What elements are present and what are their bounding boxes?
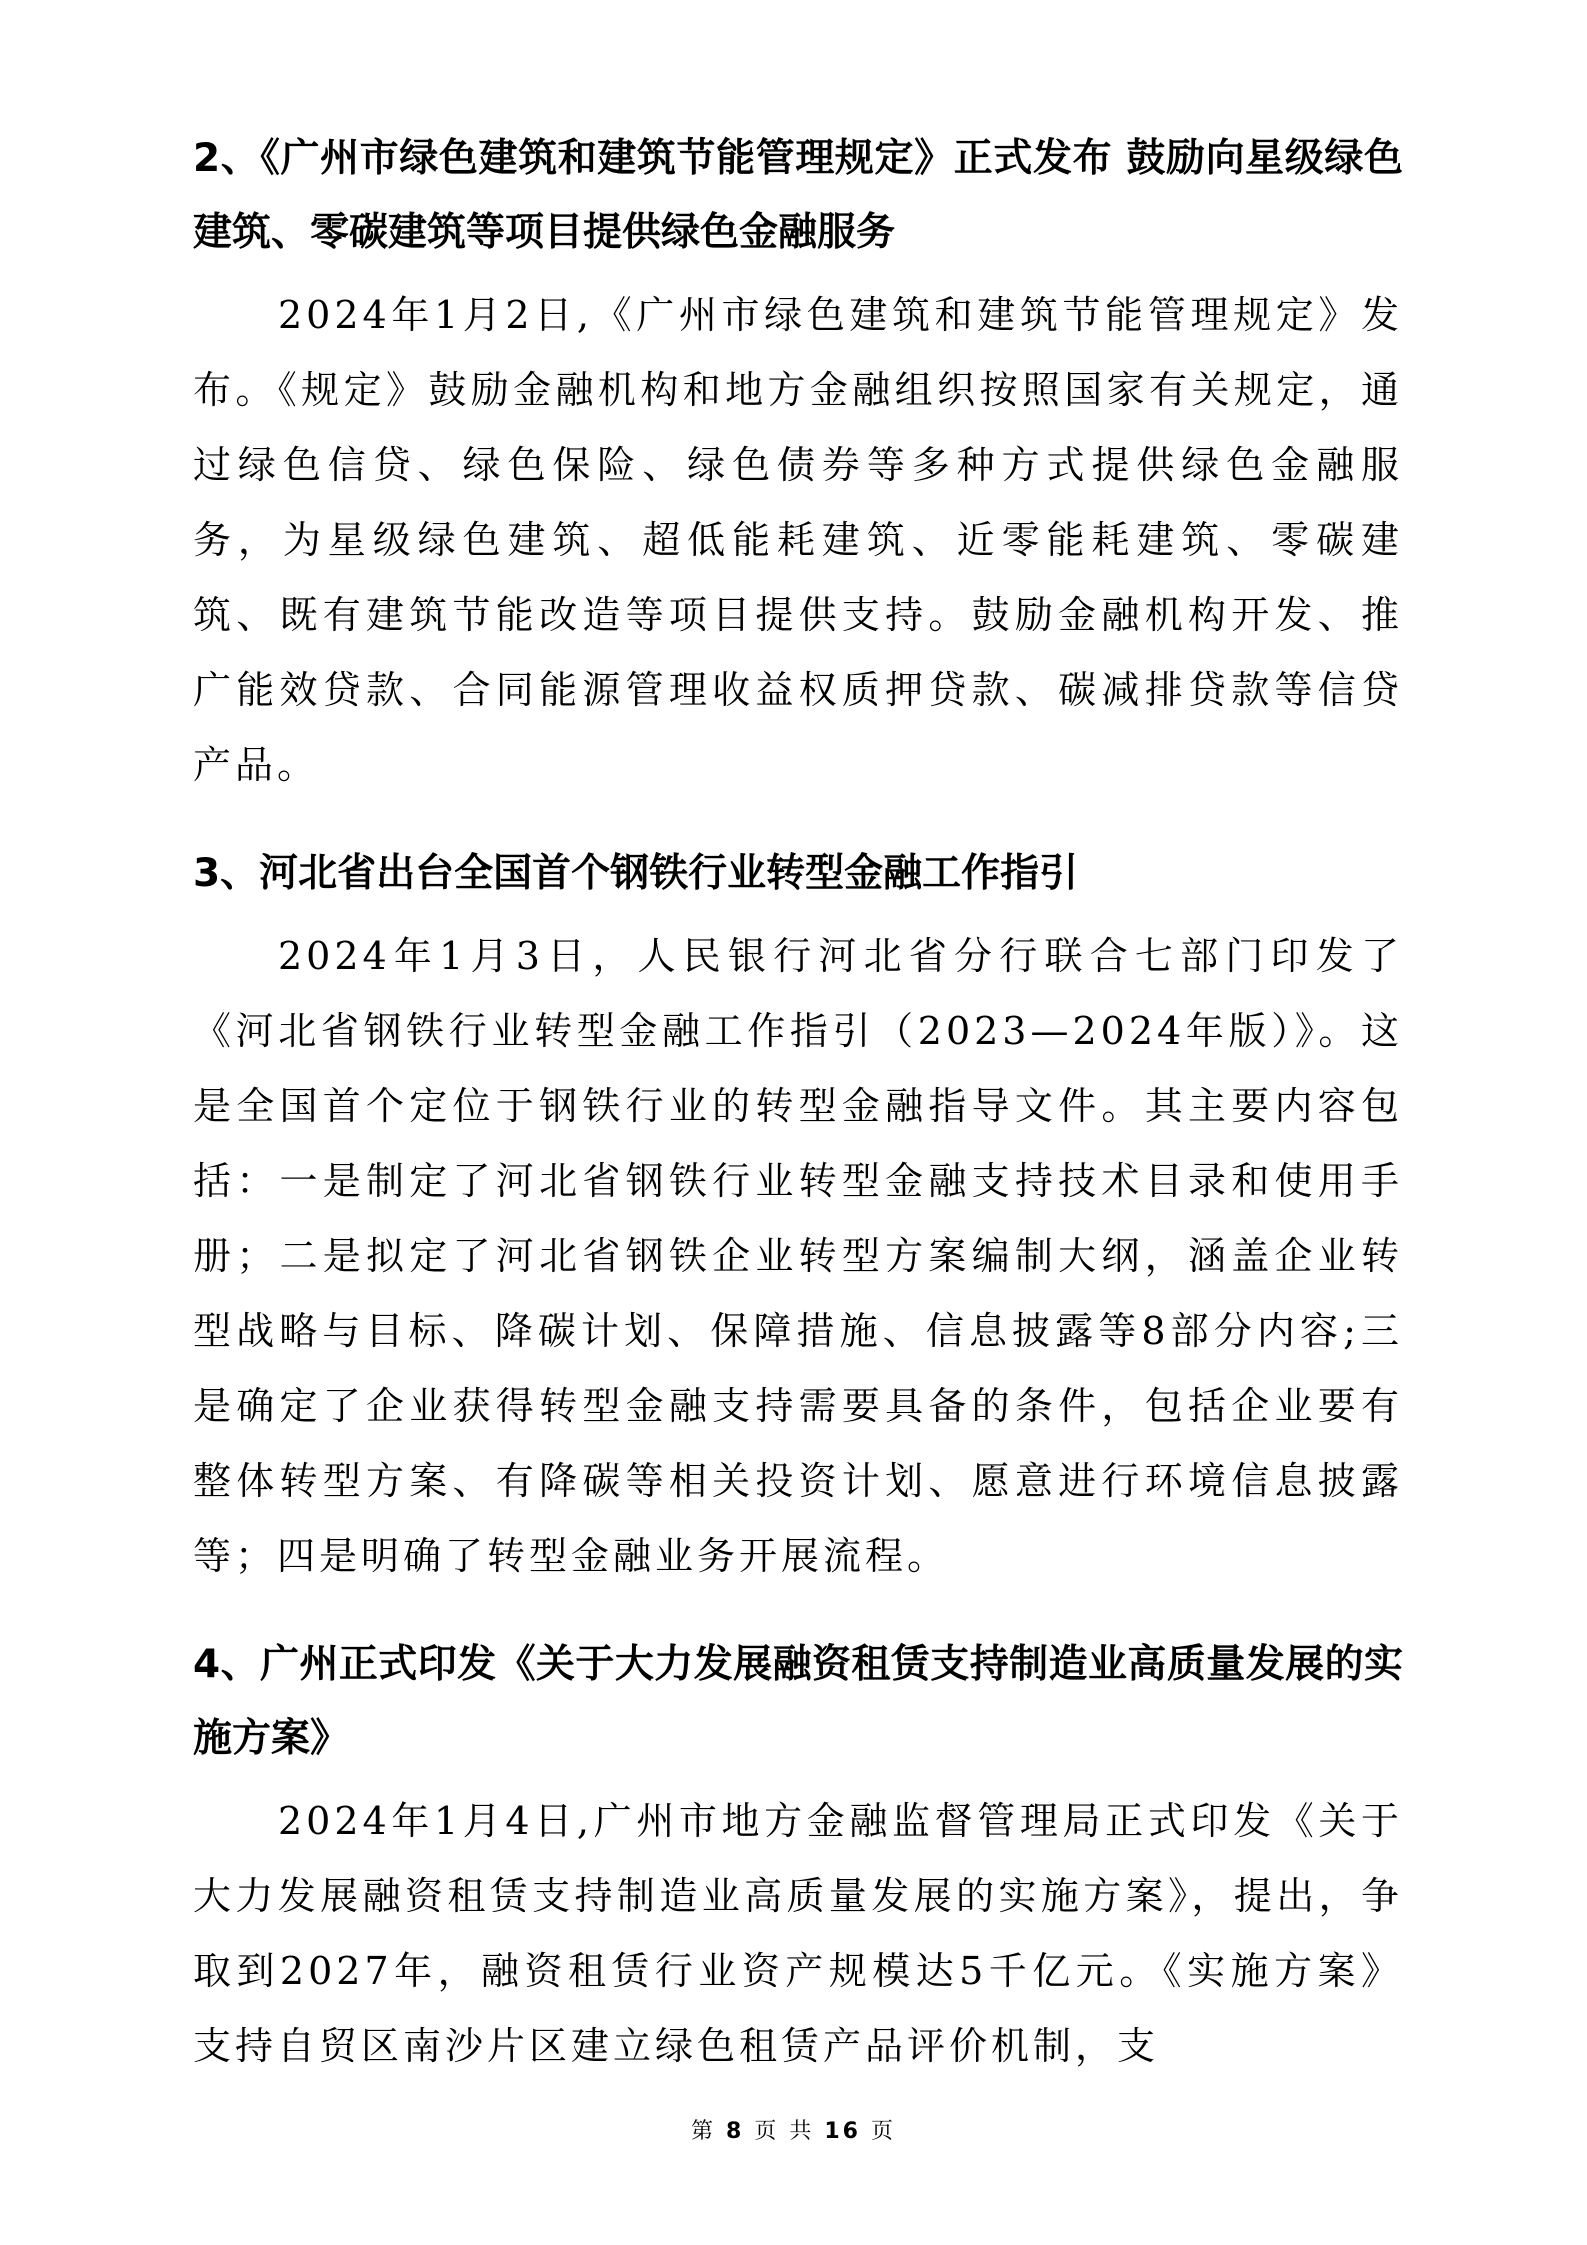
news-section-3 — [193, 837, 1403, 1594]
total-page-count: 16 — [824, 2119, 861, 2144]
section-heading: 4、广州正式印发《关于大力发展融资租赁支持制造业高质量发展的实施方案》 — [193, 1642, 1403, 1761]
section-body: 2024年1月3日，人民银行河北省分行联合七部门印发了《河北省钢铁行业转型金融工作指引（2023—2024年版）》。这是全国首个定位于钢铁行业的转型金融指导文件。其主要内容包括：一是制定了河北省钢铁行业转型金融支持技术目录和使用手册；二是拟定了河北省钢铁企业转型方案编制大纲，涵盖企业转型战略与目标、降碳计划、保障措施、信息披露等8部分内容;三是确定了企业获得转型金融支持需要具备的条件，包括企业要有整体转型方案、有降碳等相关投资计划、愿意进行环境信息披露等；四是明确了转型金融业务开展流程。 — [193, 934, 1403, 1578]
section-body: 2024年1月4日,广州市地方金融监督管理局正式印发《关于大力发展融资租赁支持制造业高质量发展的实施方案》，提出，争取到2027年，融资租赁行业资产规模达5千亿元。《实施方案》支持自贸区南沙片区建立绿色租赁产品评价机制，支 — [193, 1799, 1403, 2068]
section-heading: 2、《广州市绿色建筑和建筑节能管理规定》正式发布 鼓励向星级绿色建筑、零碳建筑等项目提供绿色金融服务 — [193, 136, 1403, 255]
page-footer — [0, 2114, 1587, 2145]
footer-suffix: 页 — [870, 2119, 896, 2144]
news-section-2 — [193, 122, 1403, 803]
section-body: 2024年1月2日,《广州市绿色建筑和建筑节能管理规定》发布。《规定》鼓励金融机构和地方金融组织按照国家有关规定，通过绿色信贷、绿色保险、绿色债券等多种方式提供绿色金融服务，为星级绿色建筑、超低能耗建筑、近零能耗建筑、零碳建筑、既有建筑节能改造等项目提供支持。鼓励金融机构开发、推广能效贷款、合同能源管理收益权质押贷款、碳减排贷款等信贷产品。 — [193, 293, 1403, 787]
page-content — [193, 122, 1403, 2084]
footer-middle: 页 共 — [754, 2119, 815, 2144]
footer-prefix: 第 — [691, 2119, 717, 2144]
current-page-number: 8 — [726, 2119, 745, 2144]
news-section-4 — [193, 1628, 1403, 2084]
section-heading: 3、河北省出台全国首个钢铁行业转型金融工作指引 — [193, 851, 1079, 896]
